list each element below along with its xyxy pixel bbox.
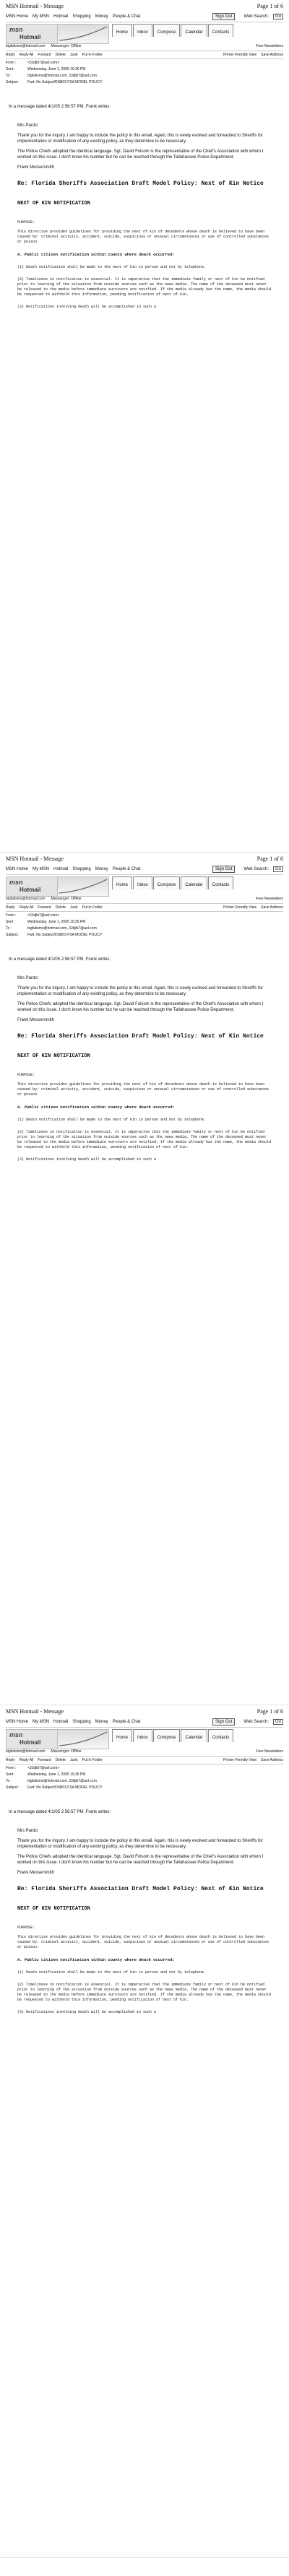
print-title: MSN Hotmail - Message — [6, 1708, 64, 1715]
sign-out-button[interactable]: Sign Out — [212, 13, 235, 20]
banner-swoosh-graphic — [58, 1729, 109, 1749]
message-headers — [6, 913, 102, 939]
body-paragraph-2: The Police Chiefs adopted the identical language. Sgt. David Folsom is the representative of the Chief's Association with whom I worked on this issue. I don't know his number but he can be reached through the Tallahassee Police Department. — [17, 149, 264, 160]
sent-label: Sent : — [6, 67, 16, 71]
tab-home[interactable]: Home — [112, 876, 132, 889]
banner-swoosh-graphic — [58, 24, 109, 44]
web-search-go-button[interactable]: Go — [273, 14, 283, 19]
account-status-line — [6, 1749, 283, 1754]
tab-contacts[interactable]: Contacts — [208, 876, 234, 889]
body-paragraph-2: The Police Chiefs adopted the identical language. Sgt. David Folsom is the representative of the Chief's Association with whom I worked on this issue. I don't know his number but he can be reached through the Tallahassee Police Department. — [17, 1855, 264, 1865]
web-search-label: Web Search: — [243, 14, 269, 19]
printed-page — [0, 853, 289, 1705]
tab-calendar[interactable]: Calendar — [181, 1729, 207, 1742]
policy-title: Re: Florida Sheriffs Association Draft Model Policy: Next of Kin Notice — [17, 180, 264, 187]
from-value: <3Jdjbi7@aol.com> — [27, 61, 60, 65]
hotmail-banner — [6, 1729, 283, 1748]
section-heading: NEXT OF KIN NOTIFICATION — [17, 201, 90, 206]
junk-button[interactable]: Junk — [70, 1758, 78, 1762]
signature: Frank Messersmith — [17, 1018, 55, 1022]
account-email: bigfalismo@hotmail.com — [6, 44, 46, 48]
subject-value: Fwd: No Subject/DSB03 FSA MODEL POLICY — [27, 933, 103, 937]
account-email: bigfalismo@hotmail.com — [6, 1749, 46, 1754]
item-a-heading: A. Public citizen notification within county where death occurred: — [17, 1957, 175, 1962]
hotmail-wordmark: Hotmail — [20, 1739, 41, 1746]
tab-calendar[interactable]: Calendar — [181, 876, 207, 889]
messenger-status[interactable]: Messenger: Offline — [51, 44, 82, 48]
subject-label: Subject : — [6, 80, 20, 84]
message-body — [17, 975, 272, 1170]
msn-butterfly-icon: msn — [9, 26, 23, 33]
msn-hotmail-logo — [6, 1729, 58, 1749]
item-a-heading: A. Public citizen notification within county where death occurred: — [17, 1105, 175, 1110]
from-value: <3Jdjbi7@aol.com> — [27, 913, 60, 918]
from-label: From : — [6, 913, 17, 918]
tab-inbox[interactable]: Inbox — [133, 876, 152, 889]
delete-button[interactable]: Delete — [55, 905, 66, 910]
reply-all-button[interactable]: Reply All — [19, 905, 34, 910]
message-toolbar — [6, 903, 283, 912]
sent-value: Wednesday, June 1, 2005 10:26 PM — [27, 67, 86, 71]
nav-my-msn[interactable]: My MSN — [33, 1720, 50, 1724]
banner-swoosh-graphic — [58, 876, 109, 897]
to-label: To : — [6, 1779, 12, 1783]
printer-friendly-view-button[interactable]: Printer Friendly View — [223, 53, 257, 57]
nav-shopping[interactable]: Shopping — [72, 14, 91, 19]
msn-top-navigation — [6, 12, 283, 22]
tab-inbox[interactable]: Inbox — [133, 1729, 152, 1742]
tab-compose[interactable]: Compose — [153, 1729, 181, 1742]
printed-page — [0, 0, 289, 853]
print-title: MSN Hotmail - Message — [6, 3, 64, 9]
msn-butterfly-icon: msn — [9, 879, 23, 886]
nav-msn-home[interactable]: MSN Home — [6, 1720, 29, 1724]
item-2: (2) Timeliness in notification is essential. It is imperative that the immediate family or next of kin be notified prior to learning of the situation from outside sources such as the news media. The name of the deceased must never be released to the media before immediate survivors are notified. If the media already has the name, the media should be requested to withhold this information, pending notification of next of kin. — [17, 277, 272, 297]
nav-hotmail[interactable]: Hotmail — [53, 867, 69, 871]
sent-value: Wednesday, June 1, 2005 10:26 PM — [27, 920, 86, 924]
body-paragraph-2: The Police Chiefs adopted the identical language. Sgt. David Folsom is the representative of the Chief's Association with whom I worked on this issue. I don't know his number but he can be reached through the Tallahassee Police Department. — [17, 1002, 264, 1012]
nav-hotmail[interactable]: Hotmail — [53, 1720, 69, 1724]
print-header — [6, 1708, 283, 1717]
message-headers — [6, 1766, 102, 1792]
sent-label: Sent : — [6, 920, 16, 924]
print-header — [6, 856, 283, 864]
nav-hotmail[interactable]: Hotmail — [53, 14, 69, 19]
sent-value: Wednesday, June 1, 2005 10:26 PM — [27, 1772, 86, 1777]
item-a-heading: A. Public citizen notification within county where death occurred: — [17, 252, 175, 257]
printer-friendly-view-button[interactable]: Printer Friendly View — [223, 1758, 257, 1762]
mail-tabs — [112, 24, 234, 37]
forward-intro: In a message dated 4/1/05 2:56:57 PM, Frank writes: — [9, 1810, 111, 1814]
purpose-text: This directive provides guidelines for providing the next of kin of decedents whose death is believed to have been caused by: criminal activity, accident, suicide, suspicious or unusual circumstances or use of controlled substances or poison. — [17, 230, 269, 244]
policy-title: Re: Florida Sheriffs Association Draft Model Policy: Next of Kin Notice — [17, 1886, 264, 1892]
subject-value: Fwd: No Subject/DSB03 FSA MODEL POLICY — [27, 80, 103, 84]
sign-out-button[interactable]: Sign Out — [212, 1718, 235, 1726]
junk-button[interactable]: Junk — [70, 53, 78, 57]
sign-out-button[interactable]: Sign Out — [212, 866, 235, 873]
body-paragraph-1: Thank you for the inquiry. I am happy to include the policy in this email. Again, this is newly evolved and forwarded to Sheriffs for implementation or modification of any existing policy, as they determine to be necessary. — [17, 986, 263, 996]
nav-people-chat[interactable]: People & Chat — [112, 1720, 141, 1724]
to-label: To : — [6, 926, 12, 931]
reply-button[interactable]: Reply — [6, 53, 15, 57]
subject-label: Subject : — [6, 1785, 20, 1790]
reply-all-button[interactable]: Reply All — [19, 1758, 34, 1762]
print-page-number: Page 1 of 6 — [256, 1708, 283, 1715]
msn-butterfly-icon: msn — [9, 1731, 23, 1739]
item-3: (3) Notifications involving death will be accomplished in such a — [17, 1157, 157, 1162]
reply-all-button[interactable]: Reply All — [19, 53, 34, 57]
forward-intro: In a message dated 4/1/05 2:56:57 PM, Frank writes: — [9, 105, 111, 109]
item-1: (1) Death notification shall be made to the next of kin in person and not by telephone. — [17, 1970, 207, 1975]
print-page-number: Page 1 of 6 — [256, 856, 283, 862]
subject-value: Fwd: No Subject/DSB03 FSA MODEL POLICY — [27, 1785, 103, 1790]
item-1: (1) Death notification shall be made to the next of kin in person and not by telephone. — [17, 265, 207, 269]
account-email: bigfalismo@hotmail.com — [6, 897, 46, 901]
nav-money[interactable]: Money — [95, 1720, 108, 1724]
purpose-text: This directive provides guidelines for providing the next of kin of decedents whose death is believed to have been caused by: criminal activity, accident, suicide, suspicious or unusual circumstances or use of controlled substances or poison. — [17, 1935, 269, 1949]
reply-button[interactable]: Reply — [6, 905, 15, 910]
message-headers — [6, 61, 102, 87]
policy-title: Re: Florida Sheriffs Association Draft Model Policy: Next of Kin Notice — [17, 1033, 264, 1040]
section-heading: NEXT OF KIN NOTIFICATION — [17, 1053, 90, 1059]
item-3: (3) Notifications involving death will be accomplished in such a — [17, 2010, 157, 2014]
msn-top-navigation — [6, 864, 283, 875]
forward-button[interactable]: Forward — [38, 1758, 51, 1762]
put-in-folder-button[interactable]: Put in Folder — [82, 53, 103, 57]
web-search-go-button[interactable]: Go — [273, 866, 283, 872]
from-label: From : — [6, 61, 17, 65]
body-paragraph-1: Thank you for the inquiry. I am happy to include the policy in this email. Again, this is newly evolved and forwarded to Sheriffs for implementation or modification of any existing policy, as they determine to be necessary. — [17, 134, 263, 144]
tab-calendar[interactable]: Calendar — [181, 24, 207, 37]
account-status-line — [6, 896, 283, 902]
hotmail-banner — [6, 876, 283, 895]
msn-hotmail-logo — [6, 876, 58, 897]
message-body — [17, 1828, 272, 2022]
hotmail-wordmark: Hotmail — [20, 34, 41, 40]
nav-shopping[interactable]: Shopping — [72, 1720, 91, 1724]
salutation: Mrs Pardo: — [17, 123, 39, 128]
hotmail-wordmark: Hotmail — [20, 887, 41, 893]
nav-my-msn[interactable]: My MSN — [33, 867, 50, 871]
forward-intro: In a message dated 4/1/05 2:56:57 PM, Frank writes: — [9, 957, 111, 962]
web-search-label: Web Search: — [243, 1720, 269, 1724]
from-label: From : — [6, 1766, 17, 1770]
salutation: Mrs Pardo: — [17, 976, 39, 980]
nav-money[interactable]: Money — [95, 14, 108, 19]
item-1: (1) Death notification shall be made to the next of kin in person and not by telephone. — [17, 1118, 207, 1122]
to-value: bigfalismo@hotmail.com, 3Jdjbi7@aol.com — [27, 1779, 97, 1783]
tab-contacts[interactable]: Contacts — [208, 24, 234, 37]
hotmail-banner — [6, 24, 283, 43]
salutation: Mrs Pardo: — [17, 1829, 39, 1833]
mail-tabs — [112, 876, 234, 889]
printed-page — [0, 1705, 289, 2558]
save-address-button[interactable]: Save Address — [261, 53, 283, 57]
nav-msn-home[interactable]: MSN Home — [6, 867, 29, 871]
junk-button[interactable]: Junk — [70, 905, 78, 910]
message-toolbar — [6, 1756, 283, 1765]
to-value: bigfalismo@hotmail.com, 3Jdjbi7@aol.com — [27, 74, 97, 78]
tab-contacts[interactable]: Contacts — [208, 1729, 234, 1742]
to-value: bigfalismo@hotmail.com, 3Jdjbi7@aol.com — [27, 926, 97, 931]
delete-button[interactable]: Delete — [55, 53, 66, 57]
print-header — [6, 3, 283, 12]
section-heading: NEXT OF KIN NOTIFICATION — [17, 1906, 90, 1912]
item-2: (2) Timeliness in notification is essential. It is imperative that the immediate family or next of kin be notified prior to learning of the situation from outside sources such as the news media. The name of the deceased must never be released to the media before immediate survivors are notified. If the media already has the name, the media should be requested to withhold this information, pending notification of next of kin. — [17, 1130, 272, 1149]
item-2: (2) Timeliness in notification is essential. It is imperative that the immediate family or next of kin be notified prior to learning of the situation from outside sources such as the news media. The name of the deceased must never be released to the media before immediate survivors are notified. If the media already has the name, the media should be requested to withhold this information, pending notification of next of kin. — [17, 1983, 272, 2002]
put-in-folder-button[interactable]: Put in Folder — [82, 905, 103, 910]
purpose-label: PURPOSE: — [17, 1073, 35, 1077]
item-3: (3) Notifications involving death will be accomplished in such a — [17, 305, 157, 309]
purpose-label: PURPOSE: — [17, 220, 35, 225]
signature: Frank Messersmith — [17, 165, 55, 170]
mail-tabs — [112, 1729, 234, 1742]
tab-home[interactable]: Home — [112, 1729, 132, 1742]
save-address-button[interactable]: Save Address — [261, 905, 283, 910]
msn-hotmail-logo — [6, 24, 58, 44]
forward-button[interactable]: Forward — [38, 905, 51, 910]
messenger-status[interactable]: Messenger: Offline — [51, 1749, 82, 1754]
tab-inbox[interactable]: Inbox — [133, 24, 152, 37]
print-page-number: Page 1 of 6 — [256, 3, 283, 9]
delete-button[interactable]: Delete — [55, 1758, 66, 1762]
print-title: MSN Hotmail - Message — [6, 856, 64, 862]
forward-button[interactable]: Forward — [38, 53, 51, 57]
msn-top-navigation — [6, 1717, 283, 1728]
message-body — [17, 123, 272, 317]
tab-home[interactable]: Home — [112, 24, 132, 37]
nav-money[interactable]: Money — [95, 867, 108, 871]
signature: Frank Messersmith — [17, 1871, 55, 1875]
free-newsletters-link[interactable]: Free Newsletters — [256, 897, 283, 901]
nav-my-msn[interactable]: My MSN — [33, 14, 50, 19]
printer-friendly-view-button[interactable]: Printer Friendly View — [223, 905, 257, 910]
sent-label: Sent : — [6, 1772, 16, 1777]
free-newsletters-link[interactable]: Free Newsletters — [256, 44, 283, 48]
message-toolbar — [6, 51, 283, 59]
account-status-line — [6, 43, 283, 49]
nav-people-chat[interactable]: People & Chat — [112, 867, 141, 871]
messenger-status[interactable]: Messenger: Offline — [51, 897, 82, 901]
tab-compose[interactable]: Compose — [153, 876, 181, 889]
purpose-label: PURPOSE: — [17, 1926, 35, 1930]
reply-button[interactable]: Reply — [6, 1758, 15, 1762]
tab-compose[interactable]: Compose — [153, 24, 181, 37]
nav-shopping[interactable]: Shopping — [72, 867, 91, 871]
free-newsletters-link[interactable]: Free Newsletters — [256, 1749, 283, 1754]
body-paragraph-1: Thank you for the inquiry. I am happy to include the policy in this email. Again, this is newly evolved and forwarded to Sheriffs for implementation or modification of any existing policy, as they determine to be necessary. — [17, 1839, 263, 1849]
to-label: To : — [6, 74, 12, 78]
web-search-go-button[interactable]: Go — [273, 1719, 283, 1725]
from-value: <3Jdjbi7@aol.com> — [27, 1766, 60, 1770]
nav-people-chat[interactable]: People & Chat — [112, 14, 141, 19]
nav-msn-home[interactable]: MSN Home — [6, 14, 29, 19]
subject-label: Subject : — [6, 933, 20, 937]
web-search-label: Web Search: — [243, 867, 269, 871]
put-in-folder-button[interactable]: Put in Folder — [82, 1758, 103, 1762]
save-address-button[interactable]: Save Address — [261, 1758, 283, 1762]
purpose-text: This directive provides guidelines for providing the next of kin of decedents whose death is believed to have been caused by: criminal activity, accident, suicide, suspicious or unusual circumstances or use of controlled substances or poison. — [17, 1082, 269, 1097]
